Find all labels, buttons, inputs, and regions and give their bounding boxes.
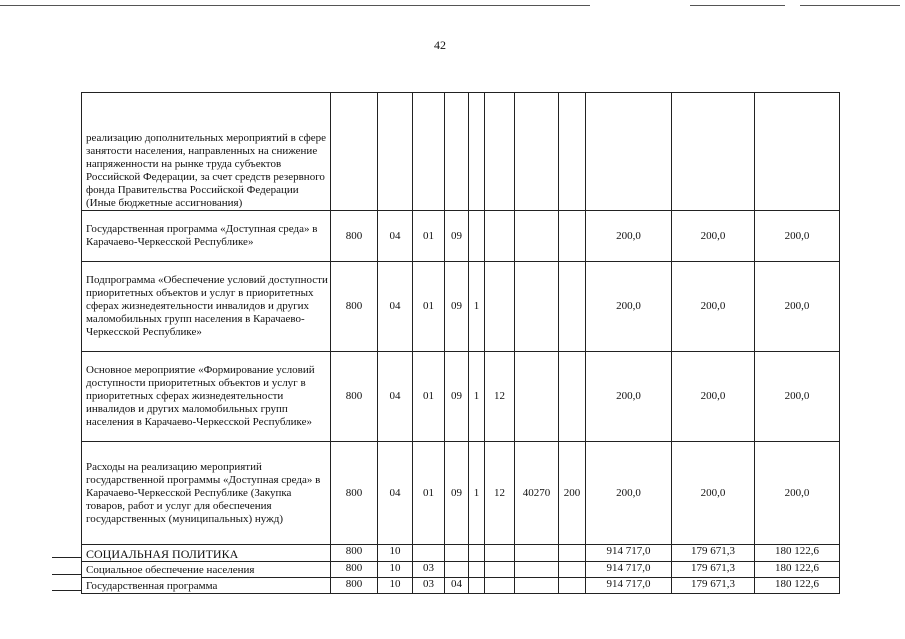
row-separator-line — [52, 574, 82, 575]
row-name: Подпрограмма «Обеспечение условий доступности приоритетных объектов и услуг в приоритетных сферах жизнедеятельности инвалидов и других маломобильных групп населения в Карачаево-Черкесской Республике» — [82, 262, 331, 352]
cell-direction-code: 40270 — [515, 442, 559, 545]
cell-amount-2: 200,0 — [672, 262, 755, 352]
scan-edge-line — [800, 5, 900, 6]
row-name: СОЦИАЛЬНАЯ ПОЛИТИКА — [82, 545, 331, 562]
cell-subprogram-code — [469, 578, 485, 594]
table-row — [82, 562, 840, 578]
cell-subprogram-code — [469, 562, 485, 578]
row-name: реализацию дополнительных мероприятий в сфере занятости населения, направленных на снижение напряженности на рынке труда субъектов Российской Федерации, за счет средств резервного фонда Правительства Российской Федерации (Иные бюджетные ассигнования) — [82, 93, 331, 211]
cell-ministry-code: 800 — [331, 262, 378, 352]
cell-subsection-code: 01 — [413, 211, 445, 262]
cell-event-code — [485, 93, 515, 211]
cell-direction-code — [515, 545, 559, 562]
row-name: Основное мероприятие «Формирование условий доступности приоритетных объектов и услуг в приоритетных сферах жизнедеятельности инвалидов и других маломобильных групп населения в Карачаево-Черкесской Республике» — [82, 352, 331, 442]
cell-section-code: 10 — [378, 578, 413, 594]
cell-section-code: 04 — [378, 262, 413, 352]
cell-ministry-code: 800 — [331, 352, 378, 442]
cell-direction-code — [515, 578, 559, 594]
cell-amount-2 — [672, 93, 755, 211]
cell-subprogram-code: 1 — [469, 262, 485, 352]
cell-subsection-code: 01 — [413, 442, 445, 545]
row-name: Государственная программа — [82, 578, 331, 594]
cell-expense-type — [559, 578, 586, 594]
cell-subsection-code: 03 — [413, 578, 445, 594]
cell-section-code: 04 — [378, 442, 413, 545]
cell-program-code: 09 — [445, 442, 469, 545]
cell-expense-type — [559, 211, 586, 262]
cell-event-code — [485, 262, 515, 352]
cell-section-code — [378, 93, 413, 211]
row-name: Государственная программа «Доступная среда» в Карачаево-Черкесской Республике» — [82, 211, 331, 262]
cell-amount-3: 200,0 — [755, 262, 840, 352]
cell-ministry-code: 800 — [331, 211, 378, 262]
row-separator-line — [52, 590, 82, 591]
cell-ministry-code: 800 — [331, 442, 378, 545]
cell-event-code — [485, 211, 515, 262]
cell-expense-type — [559, 262, 586, 352]
budget-table — [81, 92, 840, 594]
cell-subprogram-code: 1 — [469, 442, 485, 545]
cell-section-code: 04 — [378, 352, 413, 442]
cell-expense-type: 200 — [559, 442, 586, 545]
table-row — [82, 211, 840, 262]
cell-subsection-code — [413, 93, 445, 211]
cell-event-code — [485, 578, 515, 594]
cell-subsection-code: 01 — [413, 352, 445, 442]
cell-ministry-code: 800 — [331, 562, 378, 578]
table-row — [82, 352, 840, 442]
cell-program-code — [445, 562, 469, 578]
scan-edge-line — [0, 5, 590, 6]
cell-program-code: 04 — [445, 578, 469, 594]
cell-direction-code — [515, 562, 559, 578]
cell-ministry-code: 800 — [331, 578, 378, 594]
cell-subsection-code — [413, 545, 445, 562]
cell-subprogram-code — [469, 93, 485, 211]
cell-amount-1: 914 717,0 — [586, 562, 672, 578]
page-number: 42 — [434, 38, 446, 52]
cell-amount-2: 200,0 — [672, 211, 755, 262]
cell-amount-1: 200,0 — [586, 211, 672, 262]
cell-section-code: 10 — [378, 562, 413, 578]
cell-direction-code — [515, 211, 559, 262]
cell-program-code — [445, 93, 469, 211]
cell-amount-3: 200,0 — [755, 211, 840, 262]
cell-subsection-code: 01 — [413, 262, 445, 352]
cell-ministry-code — [331, 93, 378, 211]
cell-expense-type — [559, 93, 586, 211]
cell-program-code: 09 — [445, 352, 469, 442]
cell-event-code — [485, 562, 515, 578]
cell-amount-2: 179 671,3 — [672, 545, 755, 562]
row-name: Социальное обеспечение населения — [82, 562, 331, 578]
cell-subsection-code: 03 — [413, 562, 445, 578]
cell-amount-3 — [755, 93, 840, 211]
cell-event-code: 12 — [485, 442, 515, 545]
cell-program-code: 09 — [445, 211, 469, 262]
cell-event-code — [485, 545, 515, 562]
cell-amount-3: 180 122,6 — [755, 578, 840, 594]
cell-amount-2: 200,0 — [672, 442, 755, 545]
cell-program-code — [445, 545, 469, 562]
cell-amount-1 — [586, 93, 672, 211]
cell-amount-1: 914 717,0 — [586, 578, 672, 594]
cell-amount-1: 200,0 — [586, 352, 672, 442]
cell-amount-1: 200,0 — [586, 442, 672, 545]
table-row — [82, 578, 840, 594]
cell-amount-3: 180 122,6 — [755, 562, 840, 578]
cell-direction-code — [515, 262, 559, 352]
cell-amount-1: 914 717,0 — [586, 545, 672, 562]
cell-direction-code — [515, 93, 559, 211]
cell-subprogram-code — [469, 211, 485, 262]
cell-direction-code — [515, 352, 559, 442]
cell-amount-2: 179 671,3 — [672, 578, 755, 594]
row-name: Расходы на реализацию мероприятий государственной программы «Доступная среда» в Карачаево-Черкесской Республике (Закупка товаров, работ и услуг для обеспечения государственных (муниципальных) нужд) — [82, 442, 331, 545]
cell-amount-2: 200,0 — [672, 352, 755, 442]
row-separator-line — [52, 557, 82, 558]
scan-edge-line — [690, 5, 785, 6]
table-row — [82, 442, 840, 545]
cell-amount-2: 179 671,3 — [672, 562, 755, 578]
cell-amount-3: 200,0 — [755, 352, 840, 442]
cell-expense-type — [559, 562, 586, 578]
table-row — [82, 545, 840, 562]
table-row — [82, 93, 840, 211]
cell-expense-type — [559, 545, 586, 562]
cell-expense-type — [559, 352, 586, 442]
cell-ministry-code: 800 — [331, 545, 378, 562]
cell-section-code: 10 — [378, 545, 413, 562]
cell-amount-3: 180 122,6 — [755, 545, 840, 562]
cell-subprogram-code: 1 — [469, 352, 485, 442]
cell-amount-1: 200,0 — [586, 262, 672, 352]
table-row — [82, 262, 840, 352]
cell-subprogram-code — [469, 545, 485, 562]
cell-section-code: 04 — [378, 211, 413, 262]
cell-amount-3: 200,0 — [755, 442, 840, 545]
cell-event-code: 12 — [485, 352, 515, 442]
cell-program-code: 09 — [445, 262, 469, 352]
